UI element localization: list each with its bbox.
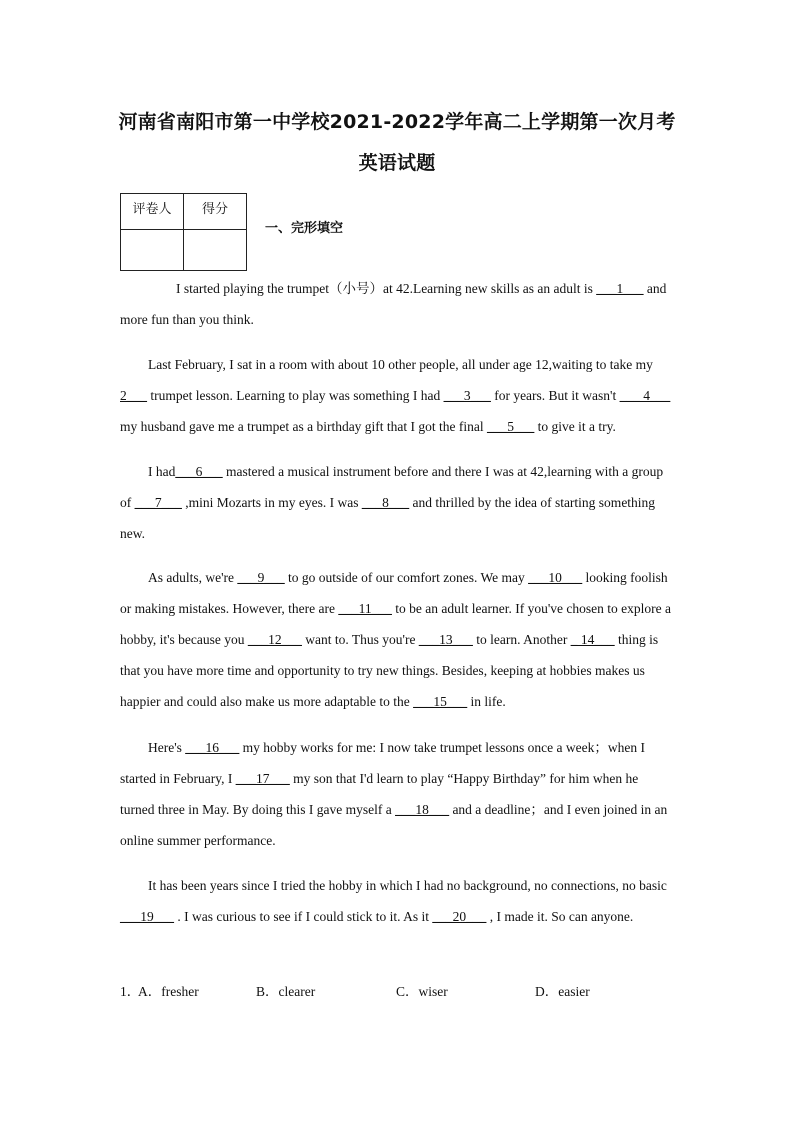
question-number: 1． bbox=[120, 984, 141, 999]
blank-9: ___9___ bbox=[237, 570, 285, 585]
option-a: A．fresher bbox=[138, 984, 199, 999]
paragraph-1: I started playing the trumpet（小号）at 42.Learning new skills as an adult is ___1___ and more fun than you think. bbox=[120, 281, 667, 327]
page-subtitle: 英语试题 bbox=[358, 152, 436, 174]
option-b: B．clearer bbox=[256, 984, 316, 999]
score-header: 得分 bbox=[184, 194, 247, 230]
grader-header: 评卷人 bbox=[121, 194, 184, 230]
blank-2: 2___ bbox=[120, 388, 147, 403]
blank-15: ___15___ bbox=[413, 694, 468, 709]
blank-8: ___8___ bbox=[361, 495, 410, 510]
paragraph-5: Here's ___16___ my hobby works for me: I now take trumpet lessons once a week；when I started in February, I ___17___ my son that I'd learn to play “Happy Birthday” for him when he turned three in May. By doing this I gave myself a ___18___ and a deadline；and I even joined in an online summer performance. bbox=[120, 740, 668, 848]
page-title: 河南省南阳市第一中学校2021-2022学年高二上学期第一次月考 bbox=[118, 111, 676, 133]
grader-cell bbox=[121, 230, 184, 271]
blank-19: ___19___ bbox=[120, 909, 174, 924]
blank-6: ___6___ bbox=[175, 464, 223, 479]
blank-18: ___18___ bbox=[395, 802, 450, 817]
paragraph-3: I had___6___ mastered a musical instrument before and there I was at 42,learning with a group of ___7___ ,mini Mozarts in my eyes. I was ___8___ and thrilled by the idea of starting something new. bbox=[120, 464, 664, 541]
blank-14: _ 14___ bbox=[570, 632, 615, 647]
blank-12: ___12___ bbox=[247, 632, 302, 647]
option-c: C．wiser bbox=[396, 984, 448, 999]
blank-10: ___10___ bbox=[528, 570, 583, 585]
paragraph-6: It has been years since I tried the hobby in which I had no background, no connections, no basic ___19___ . I was curious to see if I could stick to it. As it ___20___ , I made it. So can anyone. bbox=[120, 878, 667, 924]
score-cell bbox=[184, 230, 247, 271]
blank-1: ___1___ bbox=[596, 281, 644, 296]
blank-7: ___7___ bbox=[134, 495, 182, 510]
blank-20: ___20___ bbox=[432, 909, 487, 924]
blank-17: ___17___ bbox=[235, 771, 290, 786]
blank-5: ___5___ bbox=[487, 419, 535, 434]
paragraph-2: Last February, I sat in a room with about 10 other people, all under age 12,waiting to take my 2___ trumpet lesson. Learning to play was something I had ___3___ for years. But it wasn't ___ 4___ my husband gave me a trumpet as a birthday gift that I got the final ___5___ to give it a try. bbox=[120, 357, 671, 434]
blank-11: ___11___ bbox=[338, 601, 392, 616]
blank-13: ___13___ bbox=[418, 632, 473, 647]
question-1-options bbox=[120, 980, 590, 1000]
blank-3: ___3___ bbox=[443, 388, 491, 403]
blank-16: ___16___ bbox=[185, 740, 240, 755]
section-heading: 一、完形填空 bbox=[265, 221, 344, 236]
paragraph-4: As adults, we're ___9___ to go outside of our comfort zones. We may ___10___ looking foolish or making mistakes. However, there are ___11___ to be an adult learner. If you've chosen to explore a hobby, it's because you ___12___ want to. Thus you're ___13___ to learn. Another _ 14___ thing is that you have more time and opportunity to try new things. Besides, keeping at hobbies makes us happier and could also make us more adaptable to the ___15___ in life. bbox=[120, 570, 671, 709]
blank-4: ___ 4___ bbox=[619, 388, 671, 403]
option-d: D．easier bbox=[535, 984, 590, 999]
score-table bbox=[120, 193, 247, 271]
